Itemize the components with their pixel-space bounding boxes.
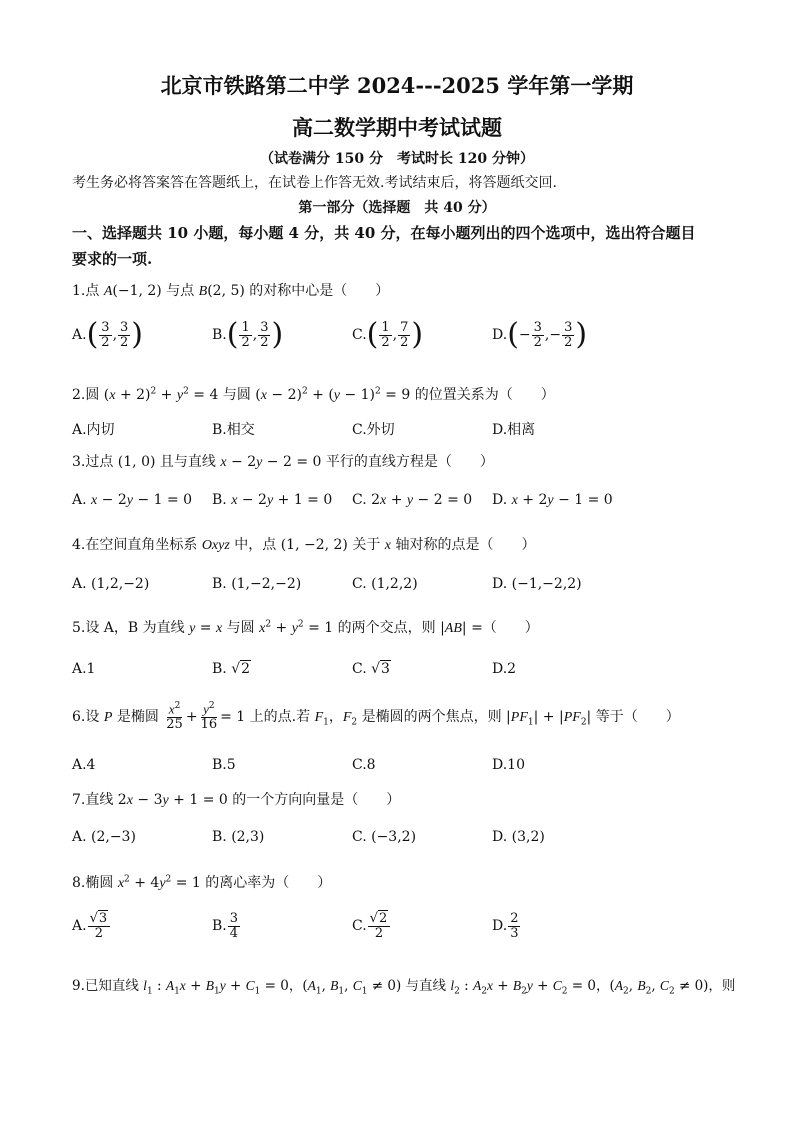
exam-title: 北京市铁路第二中学 2024---2025 学年第一学期 bbox=[160, 73, 634, 98]
question-8-stem: 8.椭圆 $x^2 + 4y^2 = 1$ 的离心率为（ ） bbox=[72, 874, 332, 891]
question-7-option-c: C. (−3,2) bbox=[352, 829, 417, 845]
question-4-option-a: A. (1,2,−2) bbox=[72, 576, 150, 592]
question-1-option-a: A.( $\frac{3}{2}$ , $\frac{3}{2}$ ) bbox=[72, 317, 144, 352]
question-2-option-b: B.相交 bbox=[212, 422, 255, 438]
question-6-option-b: B.5 bbox=[212, 757, 236, 773]
question-6-option-d: D.10 bbox=[492, 757, 525, 773]
exam-notice: 考生务必将答案答在答题纸上，在试卷上作答无效.考试结束后，将答题纸交回. bbox=[72, 175, 557, 191]
question-8-option-c: C. $\frac{√2}{2}$ bbox=[352, 912, 391, 940]
question-2-stem: 2.圆 $(x + 2)^2 + y^2 = 4$ 与圆 $(x - 2)^2 + (y - 1)^2 = 9$ 的位置关系为（ ） bbox=[72, 386, 555, 403]
question-7-option-a: A. (2,−3) bbox=[72, 829, 136, 845]
question-3-option-a: A. x − 2y − 1 = 0 bbox=[72, 492, 193, 508]
question-3-option-c: C. 2x + y − 2 = 0 bbox=[352, 492, 473, 508]
exam-info: （试卷满分 150 分 考试时长 120 分钟） bbox=[260, 151, 534, 167]
question-5-option-a: A.1 bbox=[72, 661, 96, 677]
question-1-option-b: B.( $\frac{1}{2}$ , $\frac{3}{2}$ ) bbox=[212, 317, 284, 352]
question-7-stem: 7.直线 2x − 3y + 1 = 0 的一个方向向量是（ ） bbox=[72, 792, 401, 808]
question-1-stem: 1.点 A(−1, 2) 与点 B(2, 5) 的对称中心是（ ） bbox=[72, 283, 390, 299]
question-7-option-d: D. (3,2) bbox=[492, 829, 545, 845]
question-8-option-b: B. $\frac{3}{4}$ bbox=[212, 911, 239, 941]
question-3-stem: 3.过点 (1, 0) 且与直线 x − 2y − 2 = 0 平行的直线方程是（ ） bbox=[72, 454, 494, 470]
question-3-option-d: D. x + 2y − 1 = 0 bbox=[492, 492, 613, 508]
question-6-option-a: A.4 bbox=[72, 757, 96, 773]
question-4-option-d: D. (−1,−2,2) bbox=[492, 576, 582, 592]
question-2-option-a: A.内切 bbox=[72, 422, 115, 438]
exam-subtitle: 高二数学期中考试试题 bbox=[292, 115, 502, 140]
question-2-option-d: D.相离 bbox=[492, 422, 536, 438]
question-4-option-b: B. (1,−2,−2) bbox=[212, 576, 302, 592]
question-5-option-c: C. √3 bbox=[352, 661, 390, 677]
section-instruction-line1: 一、选择题共 10 小题，每小题 4 分，共 40 分，在每小题列出的四个选项中，选出符合题目 bbox=[72, 224, 696, 242]
question-1-option-c: C.( $\frac{1}{2}$ , $\frac{7}{2}$ ) bbox=[352, 317, 424, 352]
question-4-option-c: C. (1,2,2) bbox=[352, 576, 418, 592]
question-4-stem: 4.在空间直角坐标系 Oxyz 中，点 (1, −2, 2) 关于 x 轴对称的点是（ ） bbox=[72, 537, 536, 553]
question-3-option-b: B. x − 2y + 1 = 0 bbox=[212, 492, 333, 508]
question-7-option-b: B. (2,3) bbox=[212, 829, 265, 845]
question-8-option-d: D. $\frac{2}{3}$ bbox=[492, 911, 519, 941]
part-heading: 第一部分（选择题 共 40 分） bbox=[298, 200, 496, 216]
question-5-option-b: B. √2 bbox=[212, 661, 251, 677]
question-6-option-c: C.8 bbox=[352, 757, 376, 773]
question-2-option-c: C.外切 bbox=[352, 422, 395, 438]
question-1-option-d: D.(− $\frac{3}{2}$ ,− $\frac{3}{2}$ ) bbox=[492, 317, 588, 352]
section-instruction-line2: 要求的一项. bbox=[72, 250, 153, 268]
question-9-stem: 9.已知直线 $l_1$ : $A_1x + B_1y + C_1 = 0$，($A_1$, $B_1$, $C_1 \ne 0$) 与直线 $l_2$ : $A_2x + B_2y + C_2 = 0$，($A_2$, $B_2$, $C_2 \ne 0$)，则 bbox=[72, 978, 736, 997]
question-5-stem: 5.设 A，B 为直线 y = x 与圆 $x^2 + y^2 = 1$ 的两个交点，则 |AB| =（ ） bbox=[72, 619, 539, 636]
question-8-option-a: A. $\frac{√3}{2}$ bbox=[72, 912, 111, 940]
question-6-stem: 6.设 P 是椭圆 $\frac{x^2}{25}$ + $\frac{y^2}{16}$ = 1 上的点.若 $F_1$，$F_2$ 是椭圆的两个焦点，则 $|PF_1| + |PF_2|$ 等于（ ） bbox=[72, 701, 680, 732]
question-5-option-d: D.2 bbox=[492, 661, 517, 677]
